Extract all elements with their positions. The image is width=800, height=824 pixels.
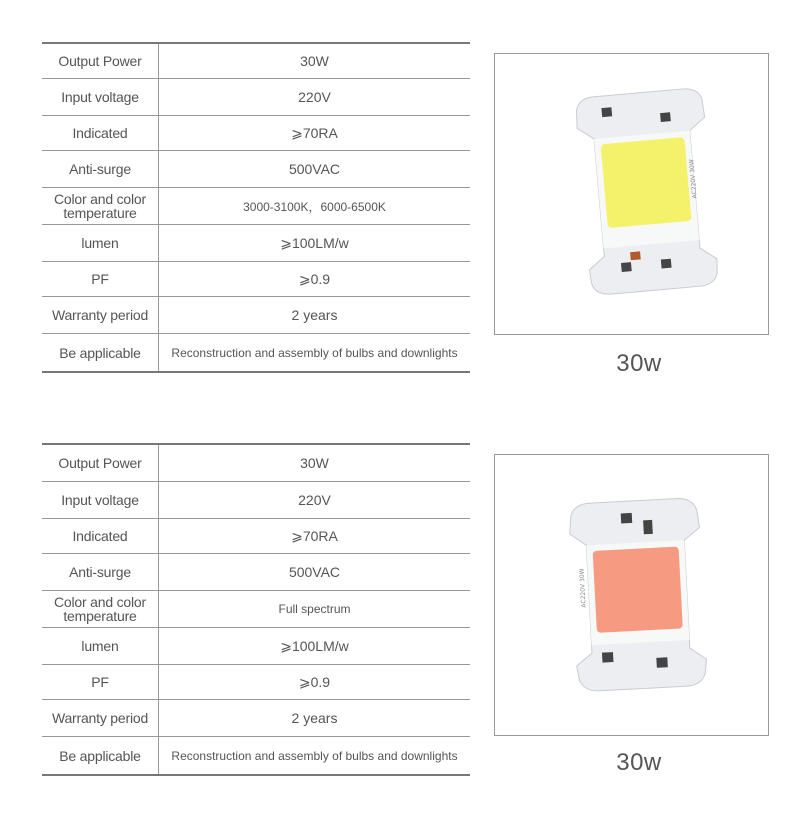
spec-row-output-power bbox=[42, 44, 470, 79]
spec-value: ⩾100LM/w bbox=[280, 637, 349, 654]
spec-row-warranty bbox=[42, 700, 470, 737]
spec-row-pf bbox=[42, 665, 470, 700]
spec-value: 3000-3100K，6000-6500K bbox=[243, 199, 386, 214]
spec-row-anti-surge bbox=[42, 554, 470, 591]
spec-value: ⩾70RA bbox=[291, 124, 338, 141]
spec-value: 500VAC bbox=[288, 161, 341, 177]
spec-table bbox=[42, 443, 470, 776]
spec-label: Anti-surge bbox=[42, 554, 159, 590]
spec-row-output-power bbox=[42, 445, 470, 482]
spec-row-input-voltage bbox=[42, 79, 470, 116]
spec-label: Indicated bbox=[42, 519, 159, 553]
spec-row-applicable bbox=[42, 334, 470, 371]
spec-label: PF bbox=[42, 262, 159, 296]
spec-row-applicable bbox=[42, 737, 470, 774]
product-caption: 30w bbox=[616, 350, 662, 377]
spec-table bbox=[42, 42, 470, 373]
spec-row-input-voltage bbox=[42, 482, 470, 519]
spec-row-indicated bbox=[42, 116, 470, 151]
spec-label: Warranty period bbox=[42, 297, 159, 333]
svg-text:AC220V 30W: AC220V 30W bbox=[688, 158, 699, 199]
spec-value: ⩾0.9 bbox=[298, 270, 331, 287]
spec-value: 2 years bbox=[291, 710, 338, 726]
spec-value: ⩾0.9 bbox=[298, 673, 331, 690]
spec-row-indicated bbox=[42, 519, 470, 554]
spec-row-lumen bbox=[42, 628, 470, 665]
spec-label: Be applicable bbox=[42, 737, 159, 774]
spec-row-warranty bbox=[42, 297, 470, 334]
spec-label: lumen bbox=[42, 628, 159, 664]
spec-label: Color and color temperature bbox=[42, 188, 159, 224]
spec-value: 30W bbox=[300, 53, 329, 69]
product-photo bbox=[494, 53, 769, 335]
spec-value: 500VAC bbox=[288, 564, 341, 580]
white-light-led-chip bbox=[495, 54, 768, 334]
spec-value: Reconstruction and assembly of bulbs and downlights bbox=[171, 748, 458, 763]
spec-value: Full spectrum bbox=[278, 602, 351, 616]
spec-value: Reconstruction and assembly of bulbs and downlights bbox=[171, 345, 458, 360]
spec-label: Be applicable bbox=[42, 334, 159, 371]
svg-text:AC220V 30W: AC220V 30W bbox=[578, 568, 588, 608]
spec-label: Output Power bbox=[42, 445, 159, 481]
led-emitter bbox=[593, 546, 683, 632]
spec-value: 220V bbox=[298, 89, 331, 105]
product-caption: 30w bbox=[616, 749, 662, 776]
spec-label: lumen bbox=[42, 225, 159, 261]
spec-label: Anti-surge bbox=[42, 151, 159, 187]
spec-label: Output Power bbox=[42, 44, 159, 78]
spec-value: ⩾70RA bbox=[291, 527, 338, 544]
spec-label: Color and color temperature bbox=[42, 591, 159, 627]
full-spectrum-led-chip bbox=[495, 455, 768, 735]
spec-row-color-temperature bbox=[42, 188, 470, 225]
spec-value: 2 years bbox=[291, 307, 338, 323]
spec-label: Warranty period bbox=[42, 700, 159, 736]
spec-value: 220V bbox=[298, 492, 331, 508]
spec-row-anti-surge bbox=[42, 151, 470, 188]
led-emitter bbox=[601, 137, 692, 228]
spec-row-lumen bbox=[42, 225, 470, 262]
spec-row-color-temperature bbox=[42, 591, 470, 628]
spec-label: Input voltage bbox=[42, 482, 159, 518]
spec-label: PF bbox=[42, 665, 159, 699]
spec-label: Input voltage bbox=[42, 79, 159, 115]
spec-row-pf bbox=[42, 262, 470, 297]
spec-label: Indicated bbox=[42, 116, 159, 150]
spec-value: ⩾100LM/w bbox=[280, 234, 349, 251]
spec-value: 30W bbox=[300, 455, 329, 471]
product-photo bbox=[494, 454, 769, 736]
